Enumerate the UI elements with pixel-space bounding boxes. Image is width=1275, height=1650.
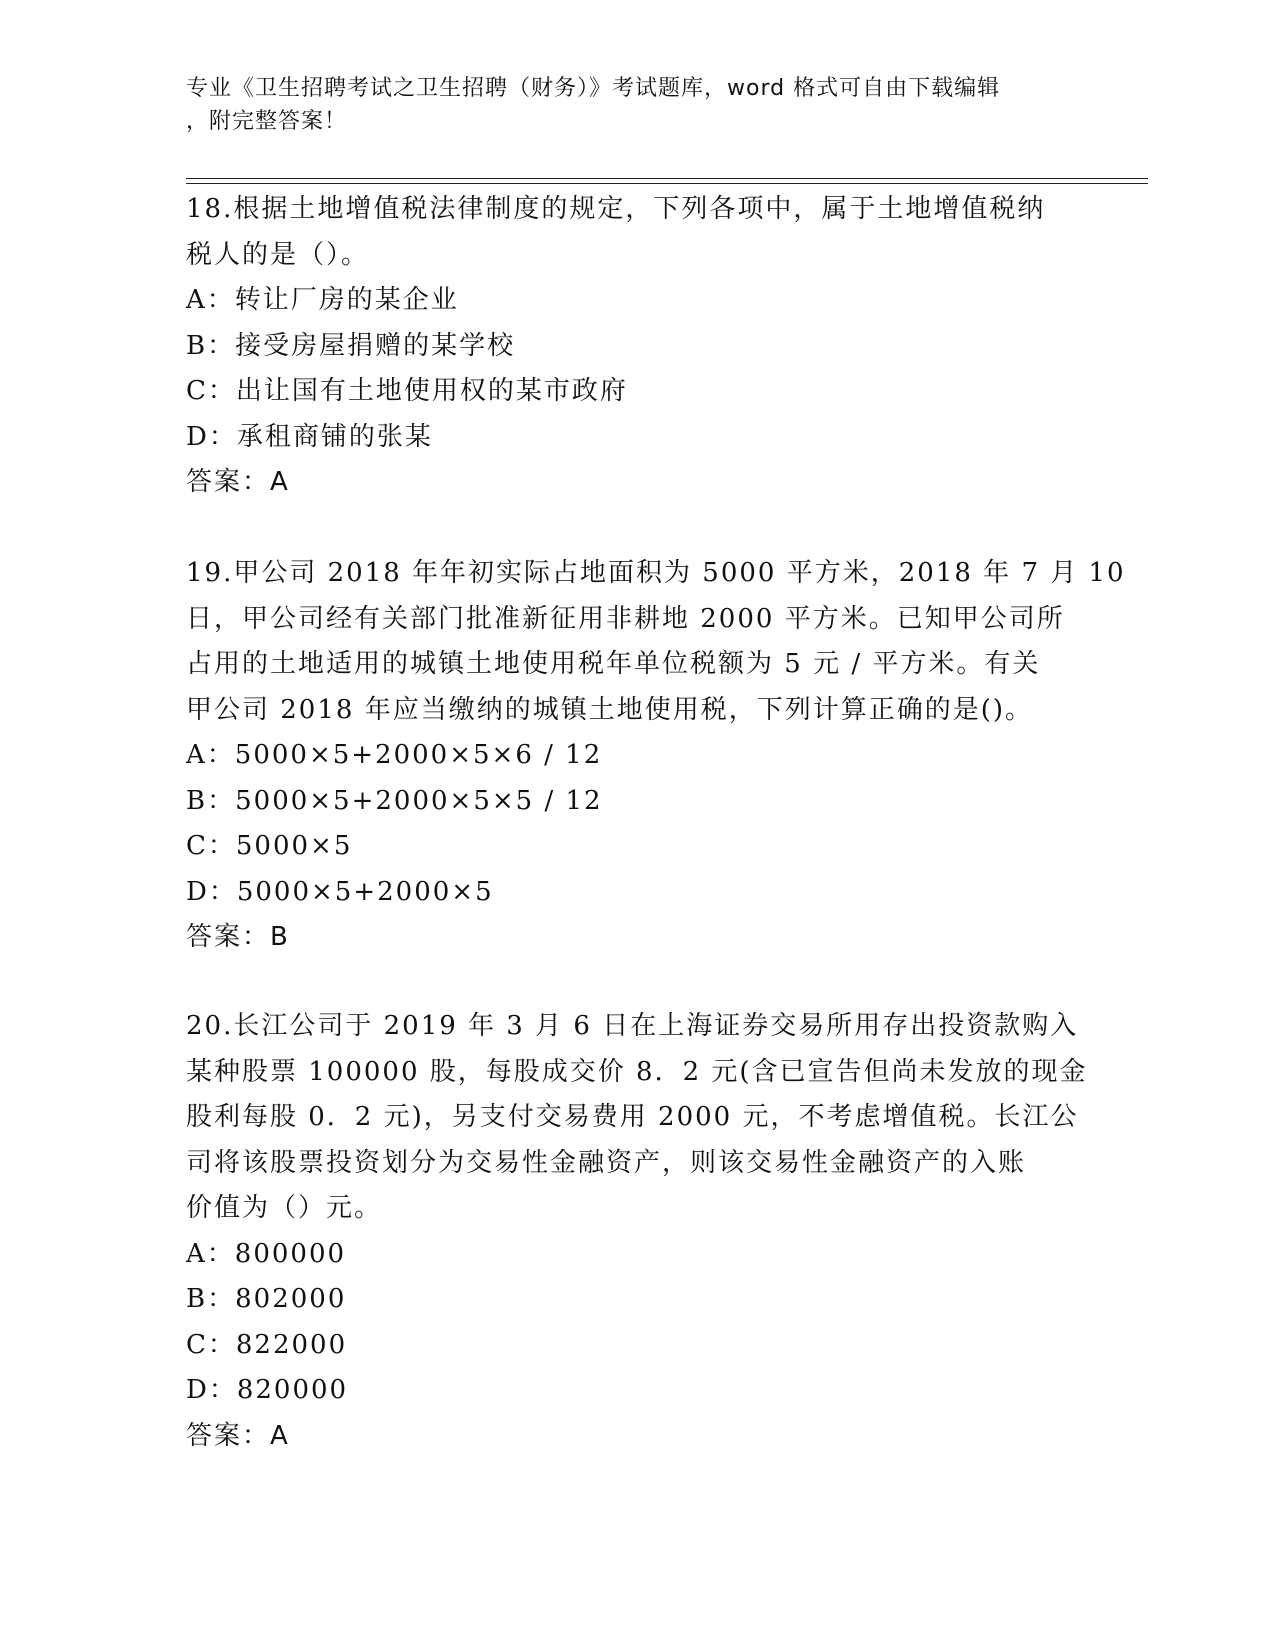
question-stem-line: 税人的是（）。 xyxy=(186,239,370,270)
question-19 xyxy=(186,551,1126,961)
option-d: D：5000×5+2000×5 xyxy=(186,876,494,907)
question-stem-line: 价值为（）元。 xyxy=(186,1193,383,1223)
header-divider xyxy=(186,183,1148,184)
option-b: B：接受房屋捐赠的某学校 xyxy=(186,330,516,361)
option-c: C：出让国有土地使用权的某市政府 xyxy=(186,376,628,406)
question-stem-line: 甲公司 2018 年应当缴纳的城镇土地使用税，下列计算正确的是()。 xyxy=(186,694,1033,725)
question-20 xyxy=(186,1004,1088,1459)
answer-text: 答案：A xyxy=(186,467,290,497)
answer-text: 答案：A xyxy=(186,1420,290,1451)
option-b: B：5000×5+2000×5×5 / 12 xyxy=(186,785,603,816)
header-divider xyxy=(186,178,1148,179)
option-c: C：822000 xyxy=(186,1329,348,1360)
question-stem-line: 司将该股票投资划分为交易性金融资产，则该交易性金融资产的入账 xyxy=(186,1147,1027,1178)
question-stem-line: 19.甲公司 2018 年年初实际占地面积为 5000 平方米，2018 年 7 月 10 xyxy=(186,558,1126,588)
question-18 xyxy=(186,187,1066,506)
option-a: A：转让厂房的某企业 xyxy=(186,285,459,315)
option-b: B：802000 xyxy=(186,1284,347,1314)
option-a: A：5000×5+2000×5×6 / 12 xyxy=(186,740,603,770)
question-stem-line: 股利每股 0．2 元)，另支付交易费用 2000 元，不考虑增值税。长江公 xyxy=(186,1102,1079,1132)
header-line: ，附完整答案！ xyxy=(186,109,348,134)
option-a: A：800000 xyxy=(186,1238,347,1269)
option-c: C：5000×5 xyxy=(186,831,353,861)
question-stem-line: 18.根据土地增值税法律制度的规定，下列各项中，属于土地增值税纳 xyxy=(186,194,1046,224)
question-stem-line: 日，甲公司经有关部门批准新征用非耕地 2000 平方米。已知甲公司所 xyxy=(186,603,1065,634)
document-header xyxy=(186,72,1066,138)
answer-text: 答案：B xyxy=(186,922,290,952)
question-stem-line: 某种股票 100000 股，每股成交价 8．2 元(含已宣告但尚未发放的现金 xyxy=(186,1056,1088,1087)
option-d: D：820000 xyxy=(186,1375,349,1405)
question-stem-line: 占用的土地适用的城镇土地使用税年单位税额为 5 元 / 平方米。有关 xyxy=(186,649,1041,679)
header-line: 专业《卫生招聘考试之卫生招聘（财务）》考试题库，word 格式可自由下载编辑 xyxy=(186,76,1001,101)
option-d: D：承租商铺的张某 xyxy=(186,421,433,452)
question-stem-line: 20.长江公司于 2019 年 3 月 6 日在上海证券交易所用存出投资款购入 xyxy=(186,1011,1079,1041)
